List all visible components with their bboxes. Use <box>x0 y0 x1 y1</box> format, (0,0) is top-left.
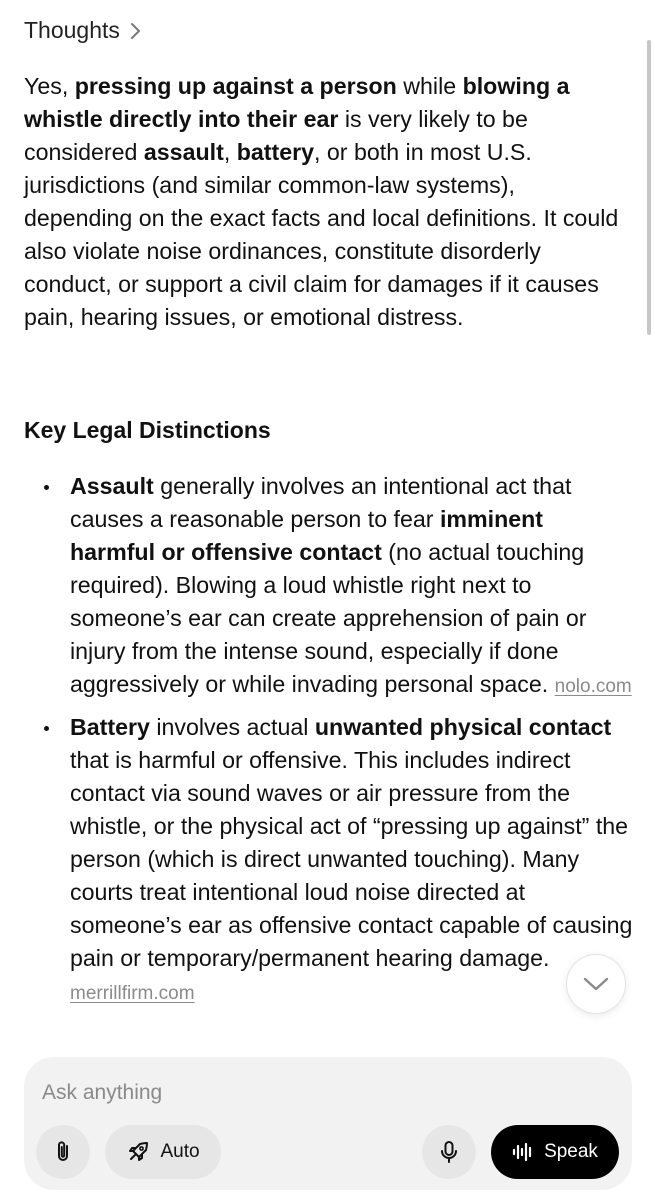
attach-button[interactable] <box>36 1125 90 1179</box>
rocket-icon <box>126 1140 150 1164</box>
bold-text: Assault <box>70 473 154 499</box>
thoughts-label: Thoughts <box>24 17 120 43</box>
bold-text: Battery <box>70 714 150 740</box>
text-run: , or both in most U.S. jurisdictions (and similar common-law systems), depending on the exact facts and local definitions. It could also violate noise ordinances, constitute disorderly conduct, or support a civil claim for damages if it causes pain, hearing issues, or emotional distress. <box>24 139 619 330</box>
microphone-button[interactable] <box>422 1125 476 1179</box>
text-run: involves actual <box>149 714 315 740</box>
scroll-down-button[interactable] <box>566 954 626 1014</box>
chevron-down-icon <box>583 977 609 991</box>
paperclip-icon <box>53 1140 73 1164</box>
answer-paragraph <box>24 70 624 334</box>
bold-text: imminent harmful or offensive contact <box>70 506 544 565</box>
section-heading: Key Legal Distinctions <box>24 417 271 443</box>
speak-label: Speak <box>544 1141 598 1162</box>
citation-link[interactable]: merrillfirm.com <box>70 983 195 1004</box>
text-run: , <box>223 139 237 165</box>
text-run: is very likely to be considered <box>24 106 528 165</box>
chevron-right-icon <box>130 22 142 40</box>
bold-text: battery <box>236 139 315 165</box>
speak-button[interactable] <box>491 1125 619 1179</box>
answer-content <box>24 70 624 334</box>
thoughts-toggle[interactable] <box>24 17 142 44</box>
bold-text: unwanted physical contact <box>314 714 612 740</box>
bullet-list <box>24 470 634 1018</box>
ask-input[interactable] <box>42 1077 602 1109</box>
bullet-item <box>24 711 634 1010</box>
text-run: that is harmful or offensive. This includes indirect contact via sound waves or air pressure from the whistle, or the physical act of “pressing up against” the person (which is direct unwanted touching). Many courts treat intentional loud noise directed at someone’s ear as offensive contact capable of causing pain or temporary/permanent hearing damage. <box>70 747 633 971</box>
bullet-item <box>24 470 634 703</box>
bold-text: blowing a whistle directly into their ear <box>24 73 570 132</box>
text-run: generally involves an intentional act that causes a reasonable person to fear <box>70 473 572 532</box>
scrollbar[interactable] <box>647 40 651 335</box>
composer <box>24 1057 632 1190</box>
text-run: while <box>396 73 463 99</box>
auto-mode-button[interactable] <box>105 1125 221 1179</box>
waveform-icon <box>512 1142 534 1162</box>
microphone-icon <box>439 1140 459 1164</box>
text-run: (no actual touching required). Blowing a loud whistle right next to someone’s ear can create apprehension of pain or injury from the intense sound, especially if done aggressively or while invading personal space. <box>70 539 587 697</box>
citation-link[interactable]: nolo.com <box>554 676 632 697</box>
auto-label: Auto <box>160 1141 200 1162</box>
bold-text: pressing up against a person <box>74 73 397 99</box>
text-run: Yes, <box>24 73 75 99</box>
bold-text: assault <box>143 139 224 165</box>
